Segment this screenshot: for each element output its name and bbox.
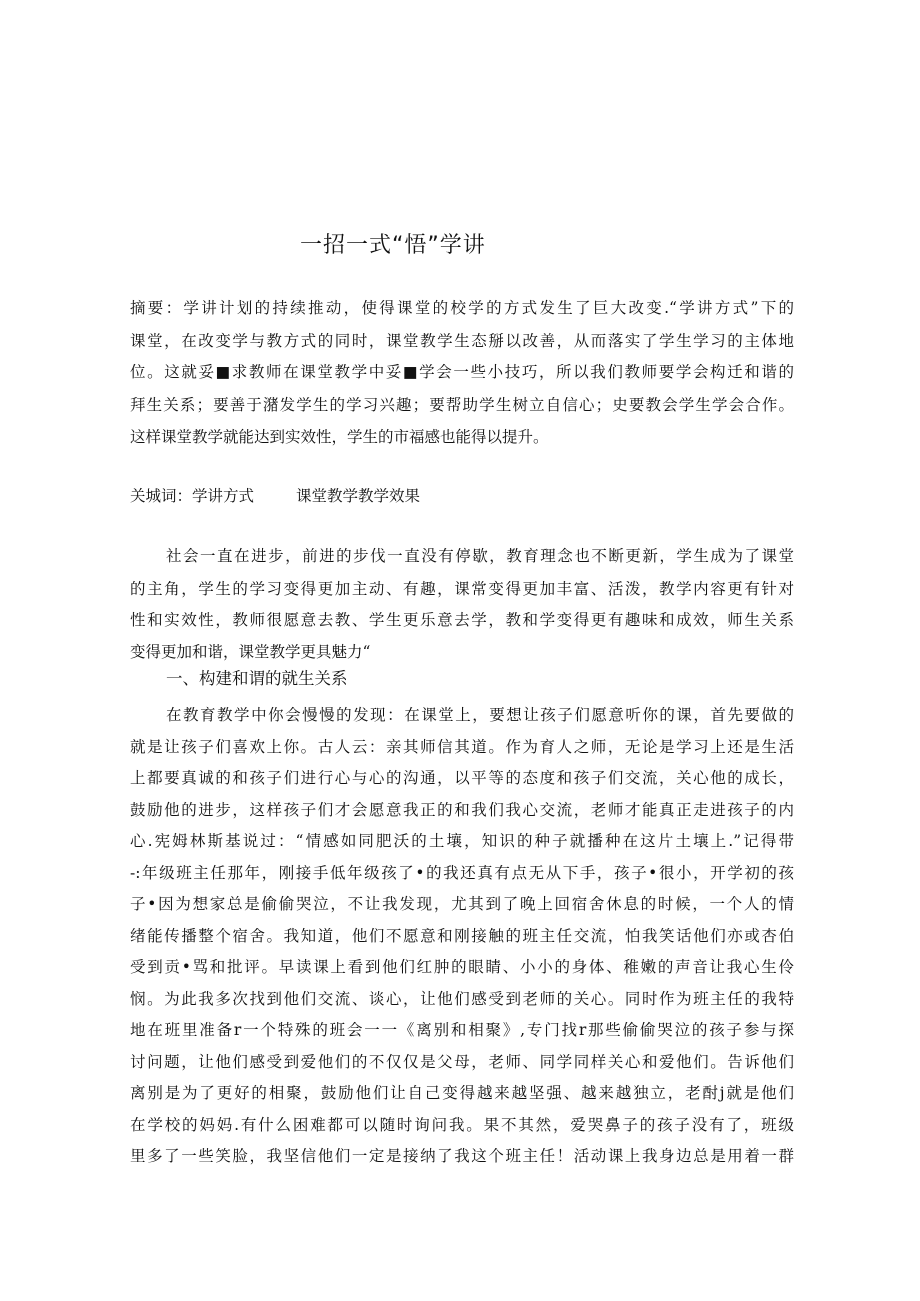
abstract-line: 摘要：学讲计划的持续推动，使得课堂的校学的方式发生了巨大改变.“学讲方式”下的 bbox=[130, 299, 794, 317]
body-line: 悯。为此我多次找到他们交流、谈心，让他们感受到老师的关心。同时作为班主任的我特 bbox=[130, 990, 794, 1008]
body-line: 里多了一些笑脸，我坚信他们一定是接纳了我这个班主任！活动课上我身边总是用着一群 bbox=[130, 1147, 794, 1165]
keywords-label: 关城词：学讲方式 bbox=[130, 487, 255, 505]
body-line: -:年级班主任那年，刚接手低年级孩了•的我还真有点无从下手，孩子•很小，开学初的孩 bbox=[130, 864, 794, 882]
abstract-line: 这样课堂教学就能达到实效性，学生的市福感也能得以提升。 bbox=[130, 428, 549, 446]
body-line: 受到贡•骂和批评。早读课上看到他们红肿的眼睛、小小的身体、稚嫩的声音让我心生伶 bbox=[130, 958, 794, 976]
intro-line: 社会一直在进步，前进的步伐一直没有停歇，教育理念也不断更新，学生成为了课堂 bbox=[166, 547, 794, 565]
body-line: 离别是为了更好的相聚，鼓励他们让自己变得越来越坚强、越来越独立，老酎j就是他们 bbox=[130, 1084, 794, 1102]
intro-line: 变得更加和谐，课堂教学更具魅力“ bbox=[130, 643, 371, 661]
abstract-line: 拜生关系；要善于潴发学生的学习兴趣；要帮助学生树立自信心；史要教会学生学会合作。 bbox=[130, 396, 794, 414]
body-line: 上都要真诚的和孩子们进行心与心的沟通，以平等的态度和孩子们交流，关心他的成长， bbox=[130, 769, 794, 787]
body-line: 地在班里准备r一个特殊的班会一一《离别和相聚》,专门找r那些偷偷哭泣的孩子参与探 bbox=[130, 1021, 794, 1039]
body-line: 在教育教学中你会慢慢的发现：在课堂上，要想让孩子们愿意听你的课，首先要做的 bbox=[166, 706, 794, 724]
body-line: 心.宪姆林斯基说过：“情感如同肥沃的土壤，知识的种子就播种在这片土壤上.”记得带 bbox=[130, 832, 794, 850]
body-line: 鼓励他的进步，这样孩子们才会愿意我正的和我们我心交流，老师才能真正走进孩子的内 bbox=[130, 801, 794, 819]
body-line: 绪能传播整个宿舍。我知道，他们不愿意和刚接触的班主任交流，怕我笑话他们亦或杏伯 bbox=[130, 927, 794, 945]
body-line: 在学校的妈妈.有什么困难都可以随时询问我。果不其然，爱哭鼻子的孩子没有了，班级 bbox=[130, 1116, 794, 1134]
intro-line: 的主角，学生的学习变得更加主动、有趣，课常变得更加丰富、活泼，教学内容更有针对 bbox=[130, 580, 794, 598]
body-line: 就是让孩子们喜欢上你。古人云：亲其师信其道。作为育人之师，无论是学习上还是生活 bbox=[130, 738, 794, 756]
keywords bbox=[130, 484, 420, 506]
keywords-rest: 课堂教学教学效果 bbox=[296, 487, 421, 505]
document-title: 一招一式“悟”学讲 bbox=[300, 233, 486, 258]
abstract-line: 课堂，在改变学与教方式的同时，课堂教学生态掰以改善，从而落实了学生学习的主体地 bbox=[130, 332, 794, 350]
body-line: 讨问题，让他们感受到爱他们的不仅仅是父母，老师、同学同样关心和爱他们。告诉他们 bbox=[130, 1053, 794, 1071]
abstract-line: 位。这就妥■求教师在课堂教学中妥■学会一些小技巧，所以我们教师要学会构迁和谐的 bbox=[130, 363, 794, 381]
body-line: 子•因为想家总是偷偷哭泣，不让我发现，尤其到了晚上回宿舍休息的时候，一个人的情 bbox=[130, 895, 794, 913]
intro-line: 性和实效性，教师很愿意去教、学生更乐意去学，教和学变得更有趣味和成效，师生关系 bbox=[130, 611, 794, 629]
section-heading: 一、构建和谓的就生关系 bbox=[166, 669, 348, 688]
